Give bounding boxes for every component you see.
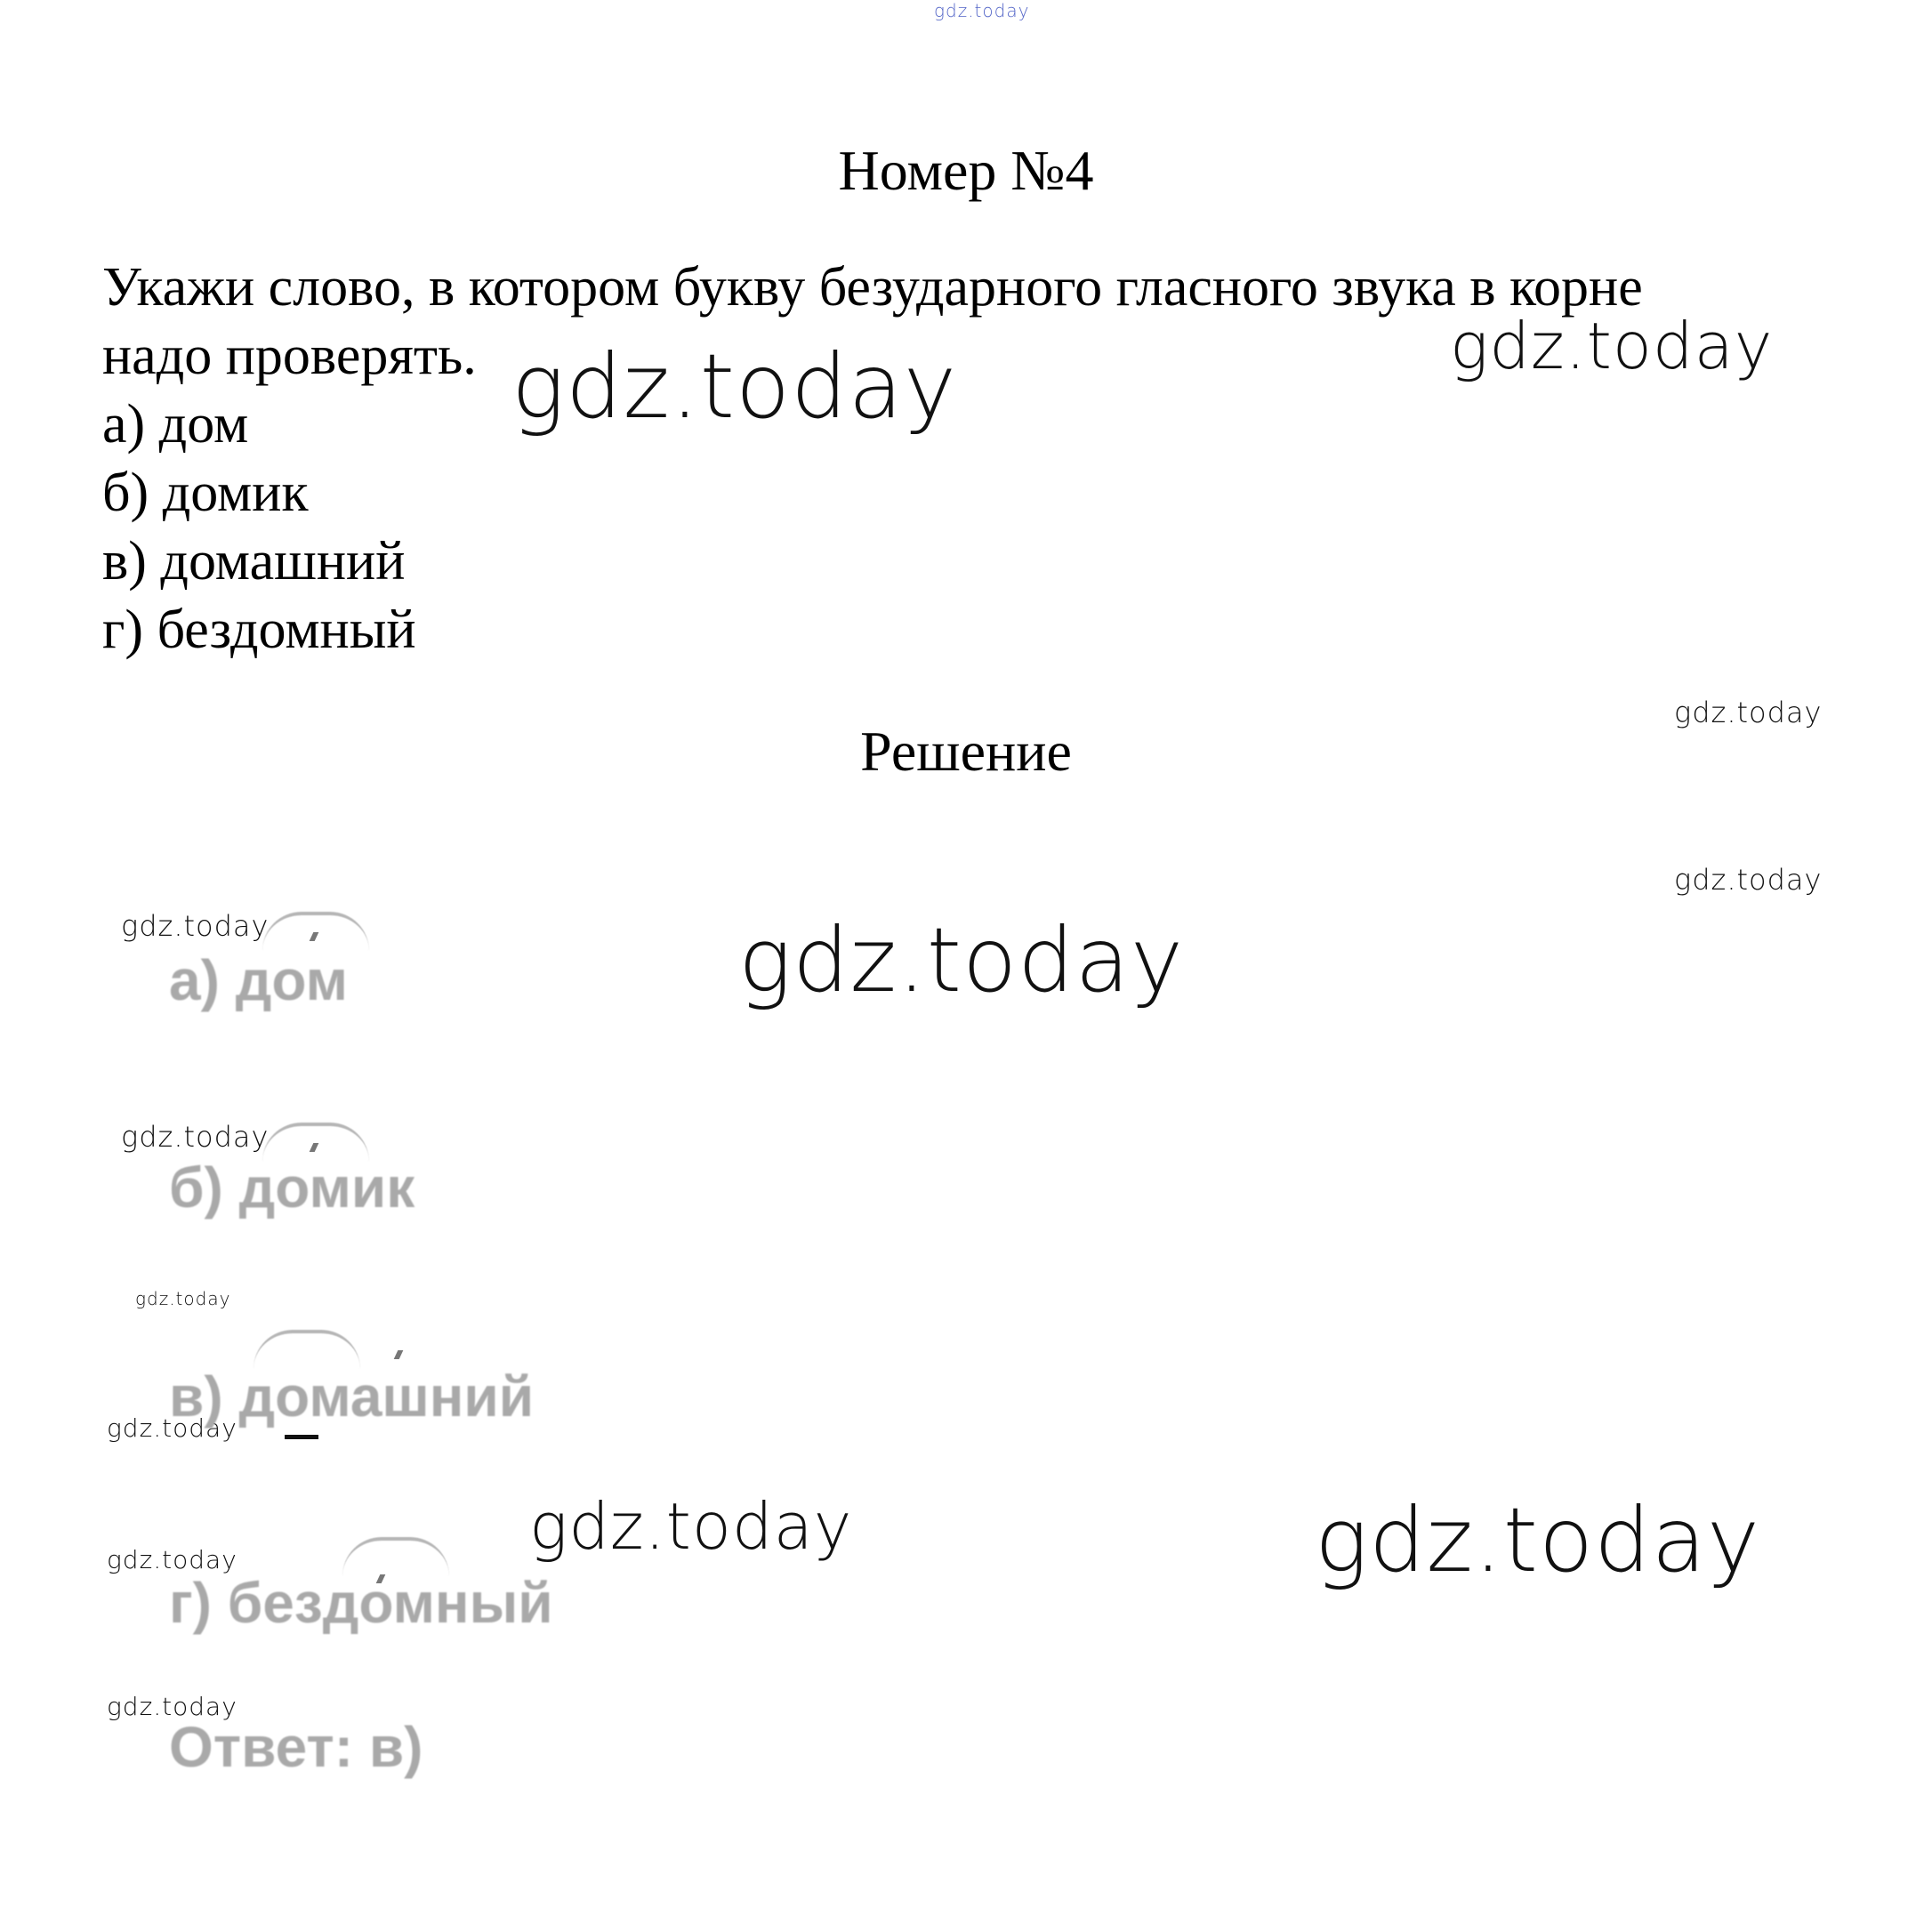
watermark: gdz.today (738, 908, 1185, 1012)
task-text (102, 254, 1864, 664)
watermark: gdz.today (1674, 863, 1823, 897)
stress-mark (394, 1350, 404, 1359)
solution-item: б) домик (169, 1155, 415, 1220)
watermark: gdz.today (1450, 309, 1774, 383)
task-option: г) бездомный (102, 600, 416, 660)
watermark: gdz.today (1674, 696, 1823, 729)
watermark: gdz.today (107, 1692, 237, 1721)
solution-item: г) бездомный (169, 1571, 553, 1635)
watermark: gdz.today (934, 0, 1030, 21)
task-option: б) домик (102, 463, 309, 523)
task-option: в) домашний (102, 531, 406, 592)
task-option: а) дом (102, 394, 249, 455)
unstressed-vowel-underline (285, 1435, 318, 1439)
task-line: надо проверять. (102, 326, 477, 386)
root-arc (254, 1330, 360, 1369)
solution-heading: Решение (860, 720, 1072, 783)
page-title: Номер №4 (838, 139, 1094, 202)
watermark: gdz.today (1315, 1488, 1761, 1592)
watermark: gdz.today (511, 334, 958, 439)
watermark: gdz.today (529, 1489, 853, 1564)
watermark: gdz.today (107, 1545, 237, 1574)
watermark: gdz.today (121, 1120, 270, 1154)
solution-item: а) дом (169, 948, 348, 1012)
answer-text: Ответ: в) (169, 1715, 423, 1779)
watermark: gdz.today (121, 909, 270, 943)
root-arc (262, 912, 369, 951)
watermark: gdz.today (107, 1413, 237, 1443)
task-line: Укажи слово, в котором букву безударного гласного звука в корне (102, 257, 1643, 318)
solution-item: в) домашний (169, 1365, 535, 1429)
watermark: gdz.today (135, 1288, 231, 1309)
